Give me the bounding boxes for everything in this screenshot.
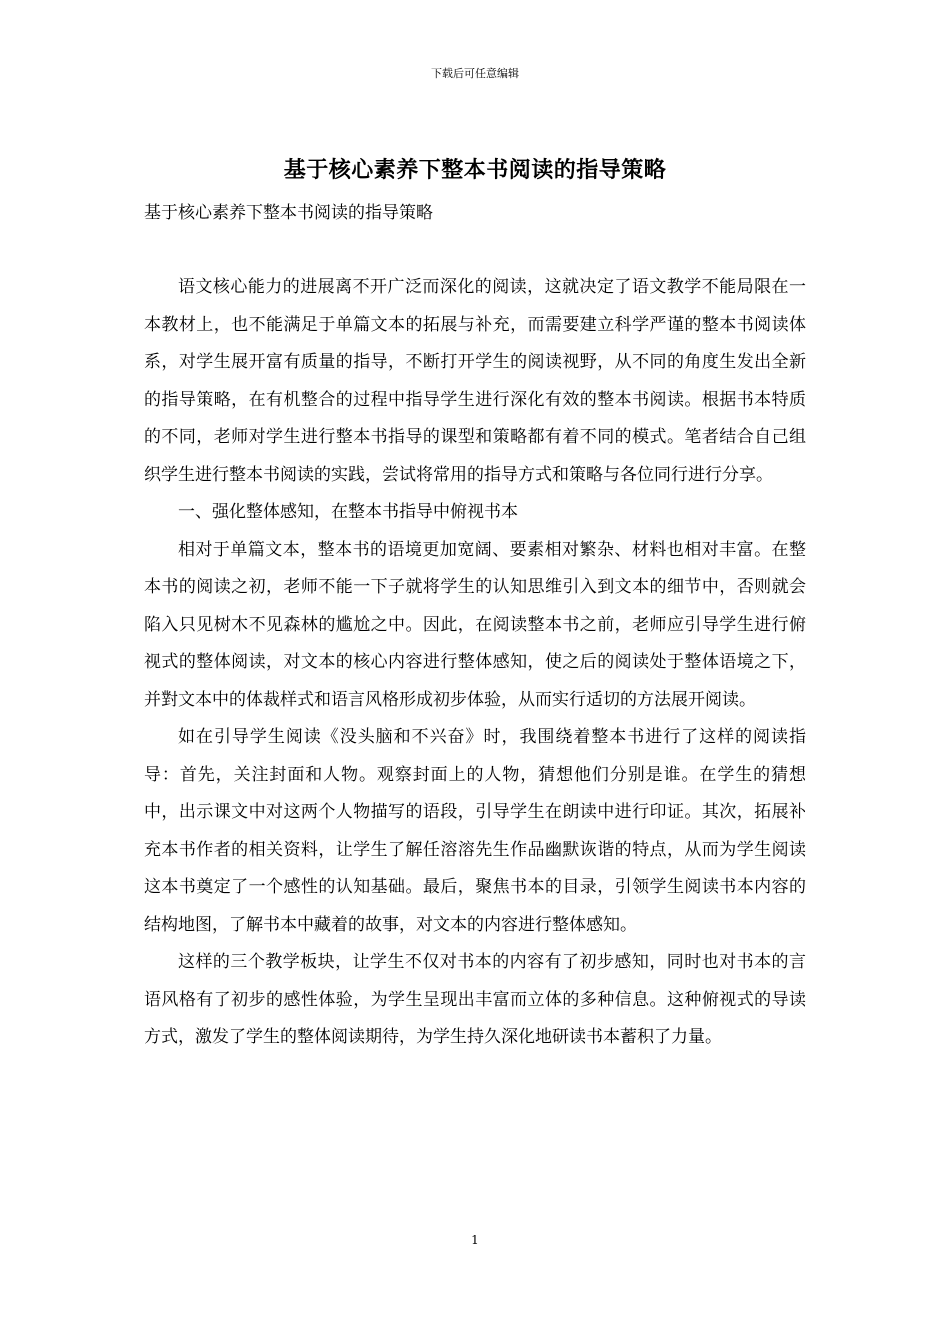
section-heading-1: 一、强化整体感知，在整本书指导中俯视书本 [178,502,518,522]
document-body [144,269,806,1057]
document-title: 基于核心素养下整本书阅读的指导策略 [283,157,667,183]
paragraph-summary: 这样的三个教学板块，让学生不仅对书本的内容有了初步感知，同时也对书本的言语风格有了初步的感性体验，为学生呈现出丰富而立体的多种信息。这种俯视式的导读方式，激发了学生的整体阅读期待，为学生持久深化地研读书本蓄积了力量。 [144,952,806,1047]
paragraph-section-1: 相对于单篇文本，整本书的语境更加宽阔、要素相对繁杂、材料也相对丰富。在整本书的阅读之初，老师不能一下子就将学生的认知思维引入到文本的细节中，否则就会陷入只见树木不见森林的尴尬之中。因此，在阅读整本书之前，老师应引导学生进行俯视式的整体阅读，对文本的核心内容进行整体感知，使之后的阅读处于整体语境之下，并對文本中的体裁样式和语言风格形成初步体验，从而实行适切的方法展开阅读。 [144,539,806,710]
paragraph-intro: 语文核心能力的进展离不开广泛而深化的阅读，这就决定了语文教学不能局限在一本教材上，也不能满足于单篇文本的拓展与补充，而需要建立科学严谨的整本书阅读体系，对学生展开富有质量的指导，不断打开学生的阅读视野，从不同的角度生发出全新的指导策略，在有机整合的过程中指导学生进行深化有效的整本书阅读。根据书本特质的不同，老师对学生进行整本书指导的课型和策略都有着不同的模式。笔者结合自己组织学生进行整本书阅读的实践，尝试将常用的指导方式和策略与各位同行进行分享。 [144,277,806,485]
paragraph-example: 如在引导学生阅读《没头脑和不兴奋》时，我围绕着整本书进行了这样的阅读指导：首先，关注封面和人物。观察封面上的人物，猜想他们分别是谁。在学生的猜想中，出示课文中对这两个人物描写的语段，引导学生在朗读中进行印证。其次，拓展补充本书作者的相关资料，让学生了解任溶溶先生作品幽默诙谐的特点，从而为学生阅读这本书奠定了一个感性的认知基础。最后，聚焦书本的目录，引领学生阅读书本内容的结构地图，了解书本中藏着的故事，对文本的内容进行整体感知。 [144,727,806,935]
document-subtitle: 基于核心素养下整本书阅读的指导策略 [144,203,433,223]
page-header-note: 下载后可任意编辑 [431,67,519,80]
page-number: 1 [471,1233,479,1247]
